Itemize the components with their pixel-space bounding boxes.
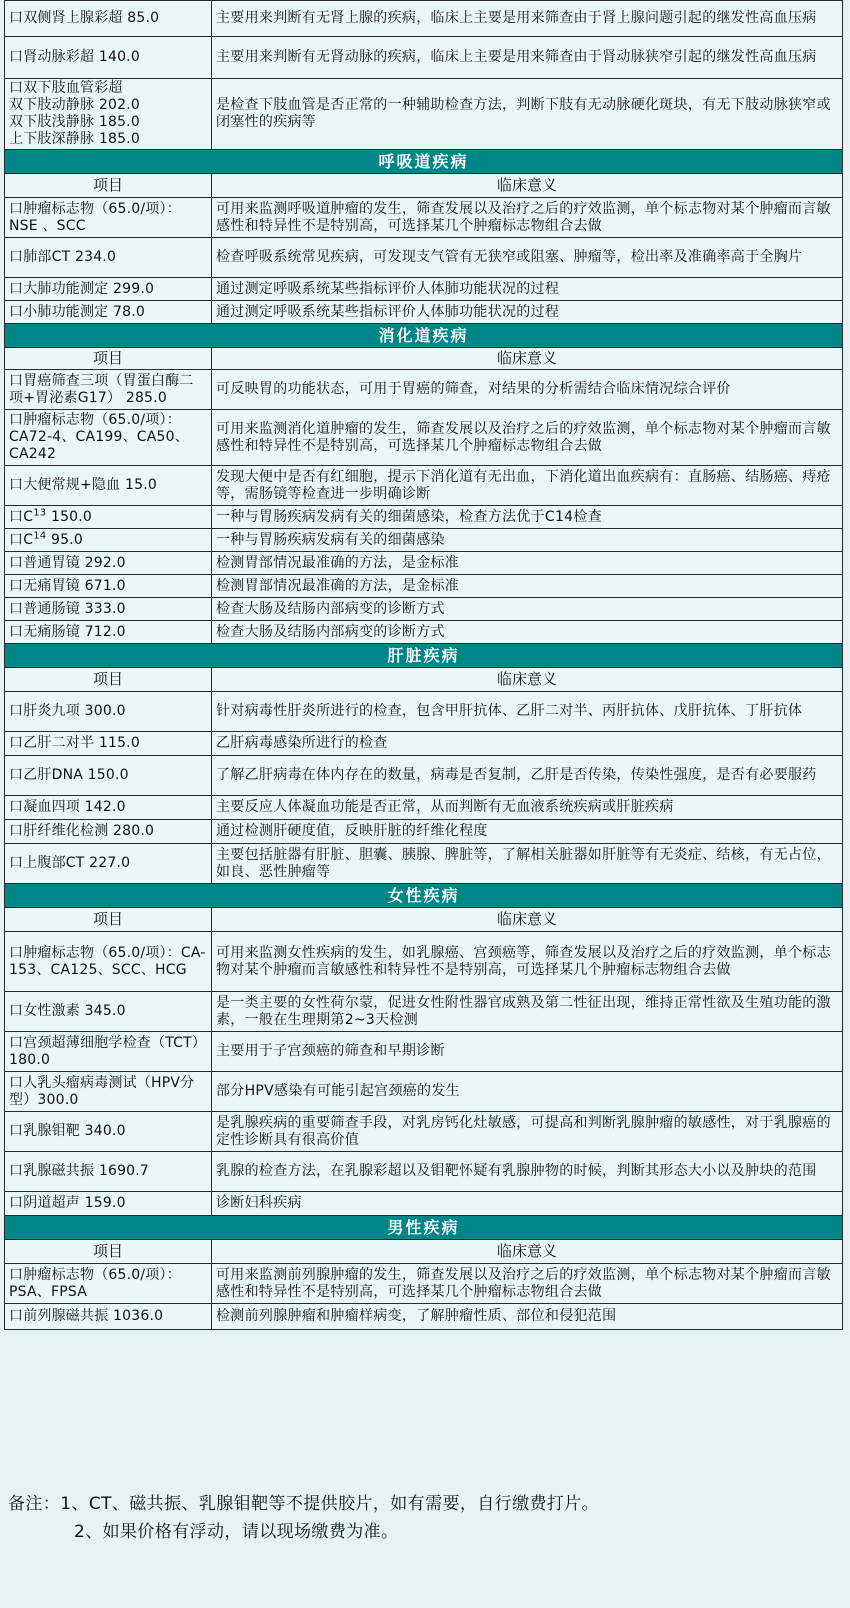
- exam-item: 口凝血四项 142.0: [5, 796, 212, 820]
- clinical-meaning: 是乳腺疾病的重要筛查手段，对乳房钙化灶敏感，可提高和判断乳腺肿瘤的敏感性，对于乳腺癌的定性诊断具有很高价值: [212, 1112, 843, 1152]
- exam-item: 口乳腺钼靶 340.0: [5, 1112, 212, 1152]
- column-header-meaning: 临床意义: [212, 348, 843, 370]
- exam-item: [5, 529, 212, 552]
- column-header-row: [5, 1240, 843, 1264]
- exam-item-price: 95.0: [46, 531, 83, 548]
- clinical-meaning: 可用来监测前列腺肿瘤的发生，筛查发展以及治疗之后的疗效监测，单个标志物对某个肿瘤而言敏感性和特异性不是特别高，可选择某几个肿瘤标志物组合去做: [212, 1264, 843, 1304]
- table-row: [5, 301, 843, 324]
- exam-item: 口肺部CT 234.0: [5, 238, 212, 278]
- exam-item: 口胃癌筛查三项（胃蛋白酶二项+胃泌素G17） 285.0: [5, 370, 212, 410]
- exam-table: [4, 0, 843, 1330]
- column-header-meaning: 临床意义: [212, 908, 843, 932]
- column-header-item: 项目: [5, 668, 212, 692]
- table-row: [5, 820, 843, 844]
- exam-item: 口双侧肾上腺彩超 85.0: [5, 1, 212, 37]
- clinical-meaning: 是检查下肢血管是否正常的一种辅助检查方法，判断下肢有无动脉硬化斑块，有无下肢动脉狭窄或闭塞性的疾病等: [212, 79, 843, 150]
- clinical-meaning: 乙肝病毒感染所进行的检查: [212, 732, 843, 756]
- column-header-row: [5, 174, 843, 198]
- exam-item: 口宫颈超薄细胞学检查（TCT） 180.0: [5, 1032, 212, 1072]
- column-header-item: 项目: [5, 908, 212, 932]
- section-title: 消化道疾病: [5, 324, 843, 348]
- clinical-meaning: 主要用来判断有无肾上腺的疾病，临床上主要是用来筛查由于肾上腺问题引起的继发性高血压病: [212, 1, 843, 37]
- exam-item: 口女性激素 345.0: [5, 992, 212, 1032]
- exam-item: 口乙肝DNA 150.0: [5, 756, 212, 796]
- exam-item: 口小肺功能测定 78.0: [5, 301, 212, 324]
- exam-item: 口乙肝二对半 115.0: [5, 732, 212, 756]
- clinical-meaning: 检测胃部情况最准确的方法，是金标准: [212, 575, 843, 598]
- exam-item: 口肝纤维化检测 280.0: [5, 820, 212, 844]
- exam-item-price: 150.0: [46, 508, 93, 525]
- table-row: [5, 598, 843, 621]
- column-header-meaning: 临床意义: [212, 1240, 843, 1264]
- table-row: [5, 198, 843, 238]
- table-row: [5, 1112, 843, 1152]
- clinical-meaning: 主要包括脏器有肝脏、胆囊、胰腺、脾脏等，了解相关脏器如肝脏等有无炎症、结核，有无占位，如良、恶性肿瘤等: [212, 844, 843, 884]
- clinical-meaning: 主要用于子宫颈癌的筛查和早期诊断: [212, 1032, 843, 1072]
- clinical-meaning: 可用来监测消化道肿瘤的发生，筛查发展以及治疗之后的疗效监测，单个标志物对某个肿瘤而言敏感性和特异性不是特别高，可选择某几个肿瘤标志物组合去做: [212, 410, 843, 466]
- exam-item: 口乳腺磁共振 1690.7: [5, 1152, 212, 1192]
- exam-item: 口普通肠镜 333.0: [5, 598, 212, 621]
- exam-item: 口前列腺磁共振 1036.0: [5, 1304, 212, 1330]
- table-row: [5, 732, 843, 756]
- exam-item: 口肝炎九项 300.0: [5, 692, 212, 732]
- section-title: 男性疾病: [5, 1216, 843, 1240]
- exam-item: 口无痛肠镜 712.0: [5, 621, 212, 644]
- clinical-meaning: 了解乙肝病毒在体内存在的数量，病毒是否复制，乙肝是否传染，传染性强度，是否有必要服药: [212, 756, 843, 796]
- exam-item: 口大肺功能测定 299.0: [5, 278, 212, 301]
- clinical-meaning: 可用来监测呼吸道肿瘤的发生，筛查发展以及治疗之后的疗效监测，单个标志物对某个肿瘤而言敏感性和特异性不是特别高，可选择某几个肿瘤标志物组合去做: [212, 198, 843, 238]
- clinical-meaning: 乳腺的检查方法，在乳腺彩超以及钼靶怀疑有乳腺肿物的时候，判断其形态大小以及肿块的范围: [212, 1152, 843, 1192]
- clinical-meaning: 可用来监测女性疾病的发生，如乳腺癌、宫颈癌等，筛查发展以及治疗之后的疗效监测，单个标志物对某个肿瘤而言敏感性和特异性不是特别高，可选择某几个肿瘤标志物组合去做: [212, 932, 843, 992]
- exam-item: 口肾动脉彩超 140.0: [5, 37, 212, 79]
- note-line-2: 2、如果价格有浮动，请以现场缴费为准。: [74, 1522, 399, 1542]
- exam-item: 口人乳头瘤病毒测试（HPV分型）300.0: [5, 1072, 212, 1112]
- clinical-meaning: 检查大肠及结肠内部病变的诊断方式: [212, 598, 843, 621]
- clinical-meaning: 检测前列腺肿瘤和肿瘤样病变，了解肿瘤性质、部位和侵犯范围: [212, 1304, 843, 1330]
- table-row: [5, 552, 843, 575]
- table-row: [5, 756, 843, 796]
- table-row: [5, 1, 843, 37]
- section-title: 女性疾病: [5, 884, 843, 908]
- table-row: [5, 796, 843, 820]
- table-row: [5, 278, 843, 301]
- clinical-meaning: 针对病毒性肝炎所进行的检查，包含甲肝抗体、乙肝二对半、丙肝抗体、戊肝抗体、丁肝抗体: [212, 692, 843, 732]
- table-row: [5, 370, 843, 410]
- exam-item-name: 口C: [9, 531, 34, 548]
- exam-item: 口肿瘤标志物（65.0/项）：CA-153、CA125、SCC、HCG: [5, 932, 212, 992]
- exam-item: 口肿瘤标志物（65.0/项）：PSA、FPSA: [5, 1264, 212, 1304]
- exam-item: 口普通胃镜 292.0: [5, 552, 212, 575]
- table-row: [5, 506, 843, 529]
- clinical-meaning: 一种与胃肠疾病发病有关的细菌感染，检查方法优于C14检查: [212, 506, 843, 529]
- table-row: [5, 37, 843, 79]
- clinical-meaning: 主要反应人体凝血功能是否正常，从而判断有无血液系统疾病或肝脏疾病: [212, 796, 843, 820]
- clinical-meaning: 通过测定呼吸系统某些指标评价人体肺功能状况的过程: [212, 301, 843, 324]
- table-row: [5, 844, 843, 884]
- exam-item: 口肿瘤标志物（65.0/项）：NSE 、SCC: [5, 198, 212, 238]
- table-row: [5, 1192, 843, 1216]
- clinical-meaning: 一种与胃肠疾病发病有关的细菌感染: [212, 529, 843, 552]
- clinical-meaning: 部分HPV感染有可能引起宫颈癌的发生: [212, 1072, 843, 1112]
- table-row: [5, 1304, 843, 1330]
- section-header: [5, 1216, 843, 1240]
- clinical-meaning: 诊断妇科疾病: [212, 1192, 843, 1216]
- table-row: [5, 692, 843, 732]
- clinical-meaning: 发现大便中是否有红细胞，提示下消化道有无出血，下消化道出血疾病有：直肠癌、结肠癌、痔疮等，需肠镜等检查进一步明确诊断: [212, 466, 843, 506]
- table-row: [5, 1264, 843, 1304]
- table-row: [5, 621, 843, 644]
- table-row: [5, 1032, 843, 1072]
- clinical-meaning: 通过检测肝硬度值，反映肝脏的纤维化程度: [212, 820, 843, 844]
- section-title: 肝脏疾病: [5, 644, 843, 668]
- clinical-meaning: 检查呼吸系统常见疾病，可发现支气管有无狭窄或阻塞、肿瘤等，检出率及准确率高于全胸片: [212, 238, 843, 278]
- exam-item: 口阴道超声 159.0: [5, 1192, 212, 1216]
- clinical-meaning: 检查大肠及结肠内部病变的诊断方式: [212, 621, 843, 644]
- exam-item: 口无痛胃镜 671.0: [5, 575, 212, 598]
- table-row: [5, 410, 843, 466]
- table-row: [5, 992, 843, 1032]
- table-row: [5, 238, 843, 278]
- exam-item: 口大便常规+隐血 15.0: [5, 466, 212, 506]
- column-header-item: 项目: [5, 348, 212, 370]
- clinical-meaning: 主要用来判断有无肾动脉的疾病，临床上主要是用来筛查由于肾动脉狭窄引起的继发性高血压病: [212, 37, 843, 79]
- column-header-item: 项目: [5, 174, 212, 198]
- column-header-meaning: 临床意义: [212, 174, 843, 198]
- isotope-superscript: 14: [33, 529, 47, 541]
- exam-item-name: 口C: [9, 508, 34, 525]
- clinical-meaning: 是一类主要的女性荷尔蒙，促进女性附性器官成熟及第二性征出现，维持正常性欲及生殖功能的激素，一般在生理期第2~3天检测: [212, 992, 843, 1032]
- clinical-meaning: 通过测定呼吸系统某些指标评价人体肺功能状况的过程: [212, 278, 843, 301]
- table-row: [5, 932, 843, 992]
- section-header: [5, 324, 843, 348]
- table-row: [5, 575, 843, 598]
- exam-item: [5, 506, 212, 529]
- exam-item: 口上腹部CT 227.0: [5, 844, 212, 884]
- footnotes: [8, 1490, 599, 1546]
- exam-item: 口双下肢血管彩超 双下肢动静脉 202.0 双下肢浅静脉 185.0 上下肢深静脉 185.0: [5, 79, 212, 150]
- section-title: 呼吸道疾病: [5, 150, 843, 174]
- table-row: [5, 1072, 843, 1112]
- isotope-superscript: 13: [33, 506, 47, 518]
- section-header: [5, 150, 843, 174]
- column-header-item: 项目: [5, 1240, 212, 1264]
- table-row: [5, 466, 843, 506]
- exam-item: 口肿瘤标志物（65.0/项）：CA72-4、CA199、CA50、CA242: [5, 410, 212, 466]
- table-row: [5, 79, 843, 150]
- column-header-row: [5, 668, 843, 692]
- table-row: [5, 529, 843, 552]
- column-header-row: [5, 908, 843, 932]
- column-header-row: [5, 348, 843, 370]
- section-header: [5, 644, 843, 668]
- note-line-1: 备注：1、CT、磁共振、乳腺钼靶等不提供胶片，如有需要，自行缴费打片。: [8, 1494, 600, 1514]
- section-header: [5, 884, 843, 908]
- table-row: [5, 1152, 843, 1192]
- clinical-meaning: 可反映胃的功能状态，可用于胃癌的筛查，对结果的分析需结合临床情况综合评价: [212, 370, 843, 410]
- clinical-meaning: 检测胃部情况最准确的方法，是金标准: [212, 552, 843, 575]
- column-header-meaning: 临床意义: [212, 668, 843, 692]
